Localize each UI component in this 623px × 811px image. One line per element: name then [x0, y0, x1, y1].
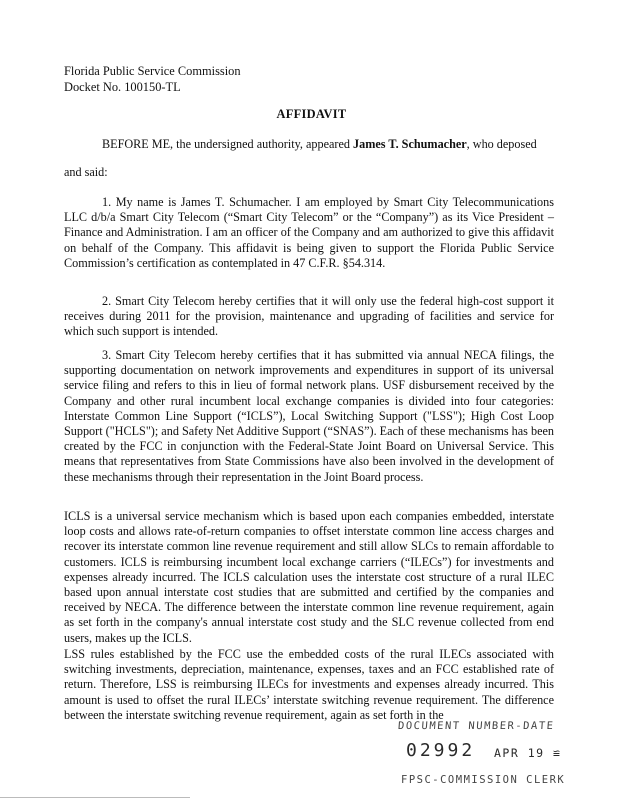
affiant-name: James T. Schumacher [353, 137, 467, 151]
paragraph-3: 3. Smart City Telecom hereby certifies that it has submitted via annual NECA filings, the supporting documentation on network improvements and expenditures in support of its universal service filing and refers to this in lieu of formal network plans. USF disbursement received by the Company and other rural incumbent local exchange companies is divided into four categories: Interstate Common Line Support (“ICLS”), Local Switching Support ("LSS"); High Cost Loop Support ("HCLS"); and Safety Net Additive Support (“SNAS”). Each of these mechanisms has been created by the FCC in conjunction with the Federal-State Joint Board on Universal Service. This means that representatives from State Commissions have also been involved in the development of these mechanisms through their representation in the Joint Board process. [64, 348, 554, 484]
and-said-text: and said: [64, 165, 108, 179]
affidavit-title: AFFIDAVIT [276, 107, 347, 121]
commission-name: Florida Public Service Commission [64, 64, 241, 78]
intro-after: , who deposed [466, 137, 537, 151]
document-header [64, 63, 241, 95]
intro-before: BEFORE ME, the undersigned authority, appeared [102, 137, 354, 151]
paragraph-1: 1. My name is James T. Schumacher. I am employed by Smart City Telecommunications LLC d/b/a Smart City Telecom (“Smart City Telecom” or the “Company”) as its Vice President – Finance and Administration. I am an officer of the Company and am authorized to give this affidavit on behalf of the Company. This affidavit is being given to support the Florida Public Service Commission’s certification as contemplated in 47 C.F.R. §54.314. [64, 195, 554, 270]
document-date-stamp: APR 19 ≌ [494, 746, 562, 760]
document-number-stamp-label: DOCUMENT NUMBER-DATE [397, 720, 555, 732]
paragraph-2: 2. Smart City Telecom hereby certifies that it will only use the federal high-cost support it receives during 2011 for the provision, maintenance and upgrading of facilities and service for which such support is intended. [64, 294, 554, 339]
commission-clerk-stamp: FPSC-COMMISSION CLERK [401, 774, 566, 786]
paragraph-icls: ICLS is a universal service mechanism which is based upon each companies embedded, interstate loop costs and allows rate-of-return companies to offset interstate common line access charges and recover its interstate common line revenue requirement and still allow SLCs to remain affordable to customers. ICLS is reimbursing incumbent local exchange carriers (“ILECs”) for investments and expenses already incurred. The ICLS calculation uses the interstate cost structure of a rural ILEC based upon annual interstate cost studies that are submitted and certified by the companies and received by NECA. The difference between the interstate common line revenue requirement, again as set forth in the company's annual interstate cost study and the SLC revenue collected from end users, makes up the ICLS. [64, 509, 554, 645]
intro-paragraph [64, 137, 554, 152]
paragraph-lss: LSS rules established by the FCC use the embedded costs of the rural ILECs associated with switching investments, depreciation, maintenance, expenses, taxes and an FCC established rate of return. Therefore, LSS is reimbursing ILECs for investments and expenses already incurred. This amount is used to offset the rural ILECs’ interstate switching revenue requirement. The difference between the interstate switching revenue requirement, again as set forth in the [64, 647, 554, 722]
footer-rule [0, 797, 190, 798]
document-number-stamp: 02992 [406, 740, 476, 761]
docket-number: Docket No. 100150-TL [64, 80, 181, 94]
